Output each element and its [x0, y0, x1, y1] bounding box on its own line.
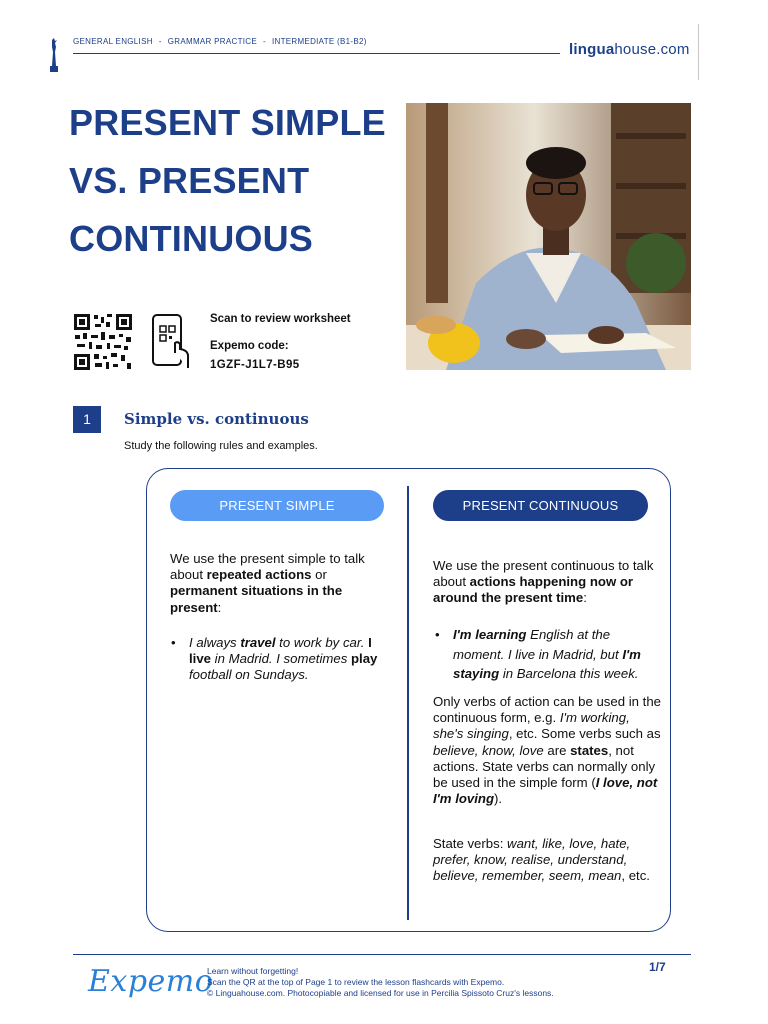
footer-tagline: Learn without forgetting! [207, 966, 299, 976]
breadcrumb: GENERAL ENGLISH - GRAMMAR PRACTICE - INTERMEDIATE (B1-B2) [73, 37, 367, 46]
student-writing-photo [406, 103, 691, 370]
qr-code-icon[interactable] [73, 313, 133, 371]
footer-copyright: © Linguahouse.com. Photocopiable and licensed for use in Percilia Spissoto Cruz's lessons. [207, 988, 554, 998]
present-continuous-example: • I'm learning English at the moment. I live in Madrid, but I'm staying in Barcelona this week. [435, 627, 641, 681]
phone-scan-icon [151, 313, 191, 371]
action-verbs-note: Only verbs of action can be used in the continuous form, e.g. I'm working, she's singing, etc. Some verbs such as believe, know, love are states, not actions. State verbs can normally only be used in the simple form (I love, not I'm loving). [433, 694, 661, 807]
present-simple-description: We use the present simple to talk about repeated actions or permanent situations in the present: [170, 551, 365, 615]
footer-text [207, 966, 554, 999]
header-divider [698, 24, 699, 80]
linguahouse-logo[interactable]: linguahouse.com [569, 41, 690, 58]
section-title: Simple vs. continuous [124, 410, 309, 428]
breadcrumb-level[interactable]: INTERMEDIATE (B1-B2) [271, 37, 367, 46]
breadcrumb-general-english[interactable]: GENERAL ENGLISH [73, 37, 153, 46]
page-number: 1/7 [649, 960, 666, 974]
scan-label: Scan to review worksheet [210, 313, 351, 325]
footer-scan-note: Scan the QR at the top of Page 1 to review the lesson flashcards with Expemo. [207, 977, 505, 987]
statue-of-liberty-icon [46, 38, 62, 72]
present-simple-heading: PRESENT SIMPLE [170, 490, 384, 521]
present-continuous-heading: PRESENT CONTINUOUS [433, 490, 648, 521]
present-simple-example: • I always travel to work by car. I live in Madrid. I sometimes play football on Sundays. [171, 635, 378, 683]
section-instruction: Study the following rules and examples. [124, 440, 318, 452]
footer-rule [73, 954, 691, 955]
section-number: 1 [73, 406, 101, 433]
state-verbs-list: State verbs: want, like, love, hate, prefer, know, realise, understand, believe, remember, seem, mean, etc. [433, 836, 650, 884]
expemo-code: 1GZF-J1L7-B95 [210, 359, 300, 371]
present-continuous-description: We use the present continuous to talk about actions happening now or around the present time: [433, 558, 654, 606]
page-title: PRESENT SIMPLE VS. PRESENT CONTINUOUS [69, 102, 386, 259]
column-divider [407, 486, 409, 920]
expemo-code-label: Expemo code: [210, 340, 289, 352]
breadcrumb-grammar-practice[interactable]: GRAMMAR PRACTICE [167, 37, 257, 46]
expemo-logo[interactable]: Expemo [88, 964, 214, 999]
header-rule [73, 53, 560, 54]
